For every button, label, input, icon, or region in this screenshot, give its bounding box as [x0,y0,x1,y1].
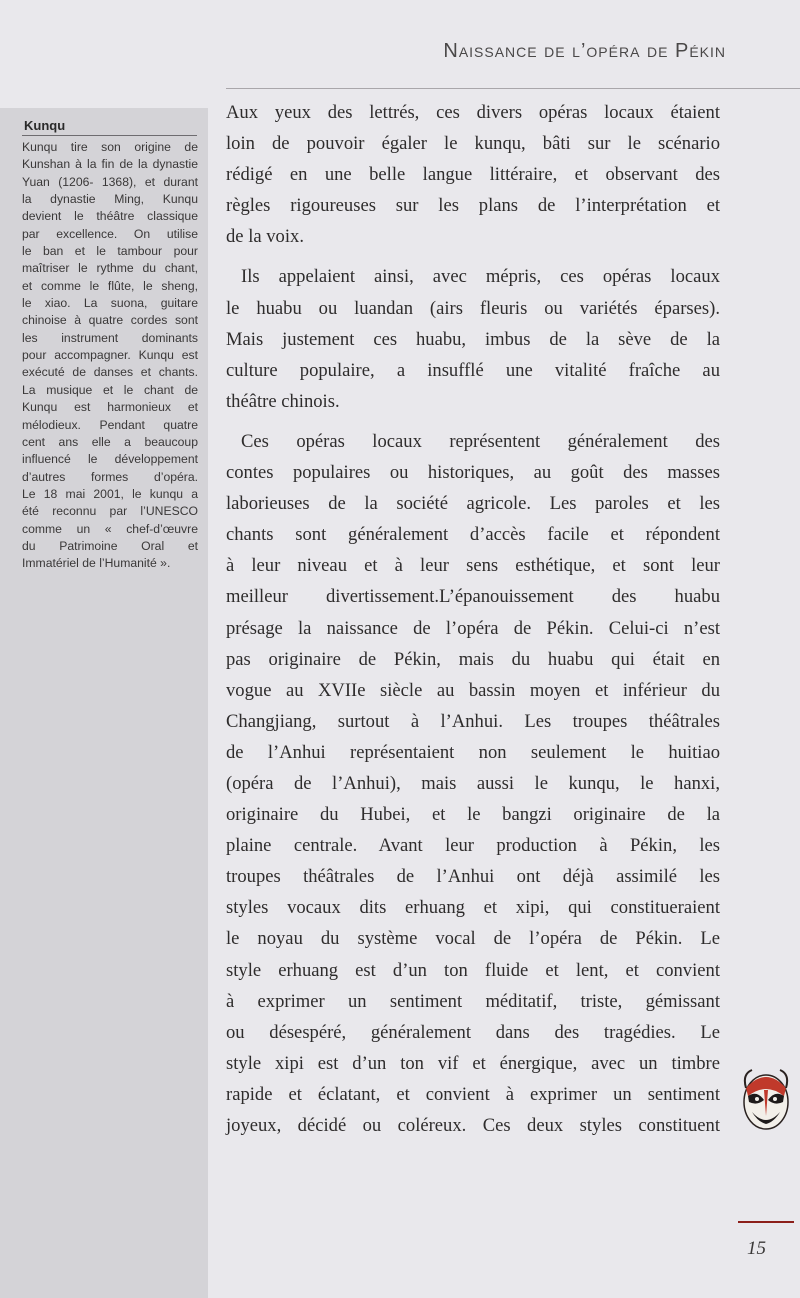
text-line: rédigé en une belle langue littéraire, et observant des [226,164,720,186]
text-line: chants sont généralement d’accès facile et répondent [226,524,720,546]
text-line: troupes théâtrales de l’Anhui ont déjà assimilé les [226,866,720,888]
header-rule [226,88,800,89]
text-line: style erhuang est d’un ton fluide et lent, et convient [226,959,720,981]
sidebar-line: Le 18 mai 2001, le kunqu a [22,486,198,501]
text-line: originaire du Hubei, et le bangzi originaire de la [226,804,720,826]
paragraph [226,261,720,416]
sidebar-line: mélodieux. Pendant quatre [22,417,198,432]
sidebar-line: influencé le développement [22,452,198,467]
text-line: de la voix. [226,226,304,248]
sidebar-line: le xiao. La suona, guitare [22,296,198,311]
text-line: à exprimer un sentiment méditatif, triste, gémissant [226,990,720,1012]
text-line: Changjiang, surtout à l’Anhui. Les troupes théâtrales [226,710,720,732]
sidebar-line: la dynastie Ming, Kunqu [22,192,198,207]
sidebar-line: du Patrimoine Oral et [22,538,198,553]
sidebar-text [22,139,198,573]
sidebar-line: comme un « chef-d’œuvre [22,521,198,536]
sidebar-line: cent ans elle a beaucoup [22,434,198,449]
text-line: styles vocaux dits erhuang et xipi, qui constitueraient [226,897,720,919]
text-line: Aux yeux des lettrés, ces divers opéras locaux étaient [226,102,720,123]
sidebar-divider [22,135,197,136]
sidebar-line: La musique et le chant de [22,382,198,397]
text-line: rapide et éclatant, et convient à exprimer un sentiment [226,1083,720,1105]
main-text [226,97,720,1150]
sidebar-title: Kunqu [24,118,66,133]
text-line: culture populaire, a insufflé une vitalité fraîche au [226,359,720,381]
text-line: le huabu ou luandan (airs fleuris ou variétés éparses). [226,297,720,319]
text-line: (opéra de l’Anhui), mais aussi le kunqu, le hanxi, [226,772,720,794]
text-line: Ces opéras locaux représentent généralement des [241,430,720,452]
sidebar-line: Kunshan à la fin de la dynastie [22,157,198,172]
text-line: règles rigoureuses sur les plans de l’interprétation et [226,195,720,217]
text-line: théâtre chinois. [226,390,340,412]
running-head [443,40,726,63]
sidebar-line: le ban et le tambour pour [22,244,198,259]
sidebar-line: Immatériel de l’Humanité ». [22,556,171,571]
text-line: style xipi est d’un ton vif et énergique, avec un timbre [226,1052,720,1074]
text-line: laborieuses de la société agricole. Les paroles et les [226,493,720,515]
sidebar-line: chinoise à quatre cordes sont [22,313,198,328]
text-line: meilleur divertissement.L’épanouissement des huabu [226,586,720,608]
text-line: présage la naissance de l’opéra de Pékin. Celui-ci n’est [226,617,720,639]
text-line: Mais justement ces huabu, imbus de la sève de la [226,328,720,350]
sidebar-line: pour accompagner. Kunqu est [22,348,198,363]
sidebar-line: les instrument dominants [22,330,198,345]
sidebar-line: devient le théâtre classique [22,209,198,224]
text-line: le noyau du système vocal de l’opéra de Pékin. Le [226,928,720,950]
sidebar-line: d’autres formes d’opéra. [22,469,198,484]
sidebar-line: été reconnu par l’UNESCO [22,504,198,519]
sidebar-line: maîtriser le rythme du chant, [22,261,198,276]
text-line: contes populaires ou historiques, au goût des masses [226,462,720,484]
text-line: vogue au XVIIe siècle au bassin moyen et inférieur du [226,679,720,701]
sidebar-line: par excellence. On utilise [22,226,198,241]
running-head-text: Naissance de l’opéra de Pékin [443,40,726,62]
paragraph [226,426,720,1141]
text-line: de l’Anhui représentaient non seulement le huitiao [226,741,720,763]
sidebar-line: Yuan (1206- 1368), et durant [22,174,198,189]
text-line: ou désespéré, généralement dans des tragédies. Le [226,1021,720,1043]
sidebar-line: et comme le flûte, le sheng, [22,278,198,293]
page-number: 15 [747,1238,766,1259]
text-line: plaine centrale. Avant leur production à Pékin, les [226,835,720,857]
text-line: à leur niveau et à leur sens esthétique, et sont leur [226,555,720,577]
text-line: Ils appelaient ainsi, avec mépris, ces opéras locaux [241,266,720,288]
paragraph [226,97,720,252]
text-line: joyeux, décidé ou coléreux. Ces deux styles constituent [226,1115,720,1136]
sidebar-line: Kunqu tire son origine de [22,140,198,154]
text-line: loin de pouvoir égaler le kunqu, bâti sur le scénario [226,133,720,155]
text-line: pas originaire de Pékin, mais du huabu qui était en [226,648,720,670]
sidebar-line: exécuté de danses et chants. [22,365,198,380]
sidebar-line: Kunqu est harmonieux et [22,400,198,415]
opera-mask-icon [738,1030,794,1240]
